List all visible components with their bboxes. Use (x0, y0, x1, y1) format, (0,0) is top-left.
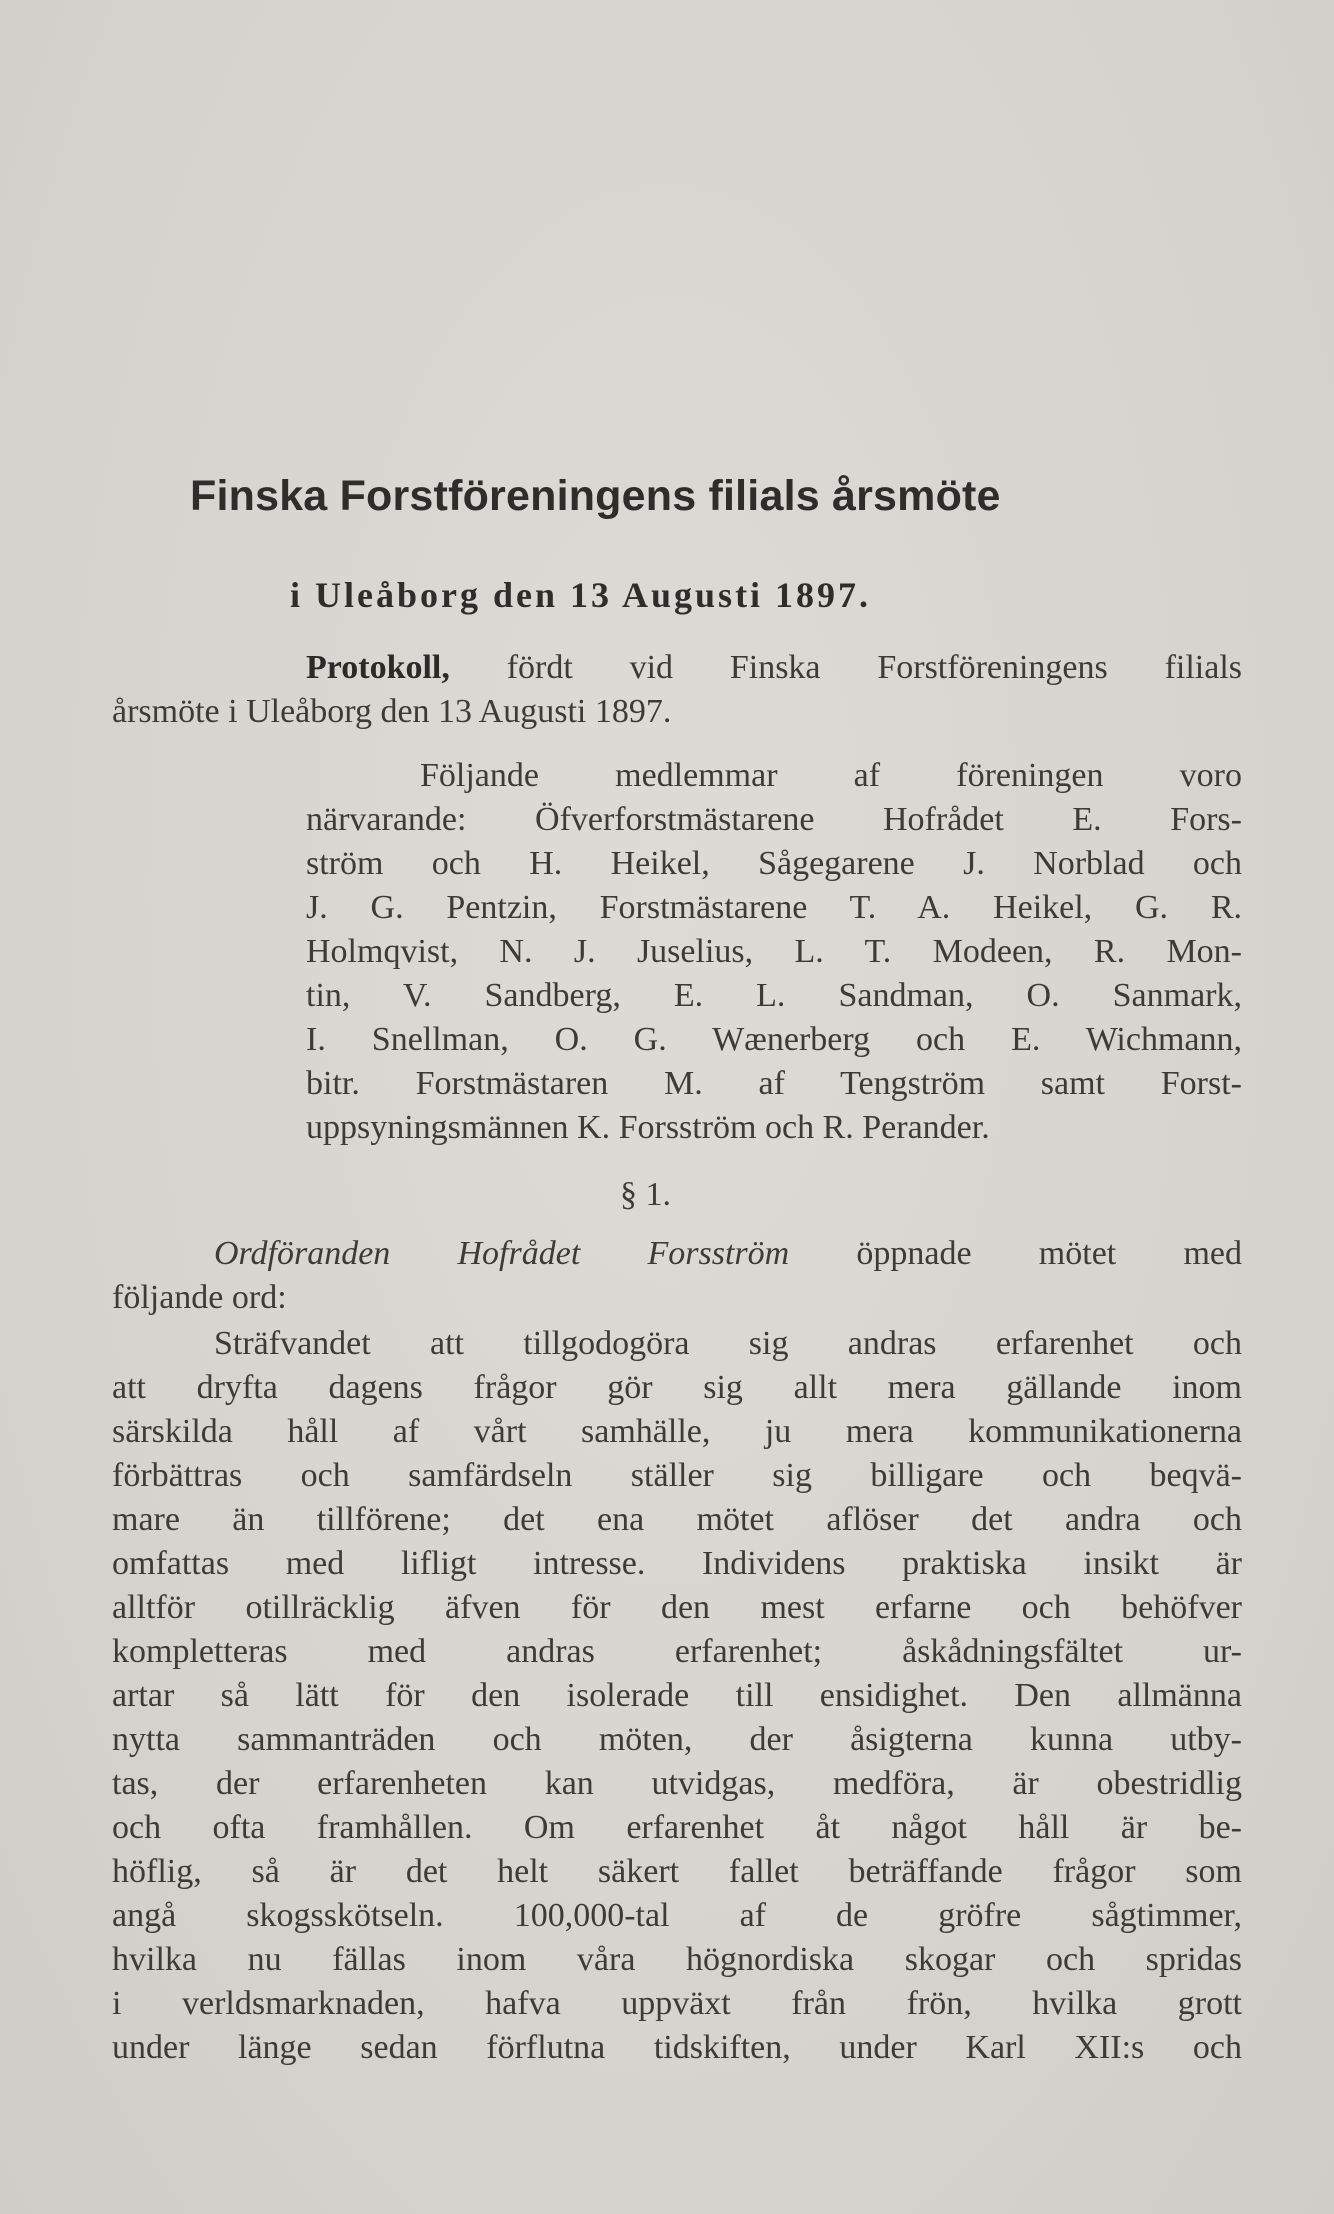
speech-line: särskilda håll af vårt samhälle, ju mera kommunikationerna (112, 1413, 1242, 1450)
speech-line: nytta sammanträden och möten, der åsigterna kunna utby- (112, 1721, 1242, 1758)
page-title: Finska Forstföreningens filials årsmöte (190, 472, 1001, 520)
speech-line: hvilka nu fällas inom våra högnordiska skogar och spridas (112, 1941, 1242, 1978)
attendees-line: Följande medlemmar af föreningen voro (420, 757, 1242, 794)
attendees-line: bitr. Forstmästaren M. af Tengström samt Forst- (306, 1065, 1242, 1102)
protokoll-line-1 (306, 646, 1242, 690)
protokoll-line-2: årsmöte i Uleåborg den 13 Augusti 1897. (112, 693, 672, 730)
attendees-line: J. G. Pentzin, Forstmästarene T. A. Heikel, G. R. (306, 889, 1242, 926)
speech-line: höflig, så är det helt säkert fallet beträffande frågor som (112, 1853, 1242, 1890)
speech-line: i verldsmarknaden, hafva uppväxt från frön, hvilka grott (112, 1985, 1242, 2022)
speech-line: artar så lätt för den isolerade till ensidighet. Den allmänna (112, 1677, 1242, 1714)
speech-line: angå skogsskötseln. 100,000-tal af de gröfre sågtimmer, (112, 1897, 1242, 1934)
section-mark: § 1. (620, 1176, 671, 1213)
opening-line-1-rest: öppnade mötet med (789, 1235, 1242, 1272)
speech-line: kompletteras med andras erfarenhet; åskådningsfältet ur- (112, 1633, 1242, 1670)
attendees-line: ström och H. Heikel, Sågegarene J. Norblad och (306, 845, 1242, 882)
opening-line-1 (214, 1232, 1242, 1276)
protokoll-lead: Protokoll, (306, 649, 450, 686)
opening-chairman: Ordföranden Hofrådet Forsström (214, 1235, 790, 1272)
speech-line: under länge sedan förflutna tidskiften, under Karl XII:s och (112, 2029, 1242, 2066)
speech-line: omfattas med lifligt intresse. Individens praktiska insikt är (112, 1545, 1242, 1582)
speech-line: alltför otillräcklig äfven för den mest erfarne och behöfver (112, 1589, 1242, 1626)
speech-line: och ofta framhållen. Om erfarenhet åt något håll är be- (112, 1809, 1242, 1846)
protokoll-line-1-rest: fördt vid Finska Forstföreningens filials (449, 649, 1242, 686)
opening-line-2: följande ord: (112, 1279, 287, 1316)
page-subtitle: i Uleåborg den 13 Augusti 1897. (290, 575, 872, 615)
speech-line: att dryfta dagens frågor gör sig allt mera gällande inom (112, 1369, 1242, 1406)
attendees-line: I. Snellman, O. G. Wænerberg och E. Wichmann, (306, 1021, 1242, 1058)
attendees-line: tin, V. Sandberg, E. L. Sandman, O. Sanmark, (306, 977, 1242, 1014)
speech-line: mare än tillförene; det ena mötet aflöser det andra och (112, 1501, 1242, 1538)
speech-line: tas, der erfarenheten kan utvidgas, medföra, är obestridlig (112, 1765, 1242, 1802)
speech-line: förbättras och samfärdseln ställer sig billigare och beqvä- (112, 1457, 1242, 1494)
attendees-line: Holmqvist, N. J. Juselius, L. T. Modeen, R. Mon- (306, 933, 1242, 970)
speech-line: Sträfvandet att tillgodogöra sig andras erfarenhet och (214, 1325, 1242, 1362)
attendees-line: uppsyningsmännen K. Forsström och R. Perander. (306, 1109, 990, 1146)
attendees-line: närvarande: Öfverforstmästarene Hofrådet E. Fors- (306, 801, 1242, 838)
